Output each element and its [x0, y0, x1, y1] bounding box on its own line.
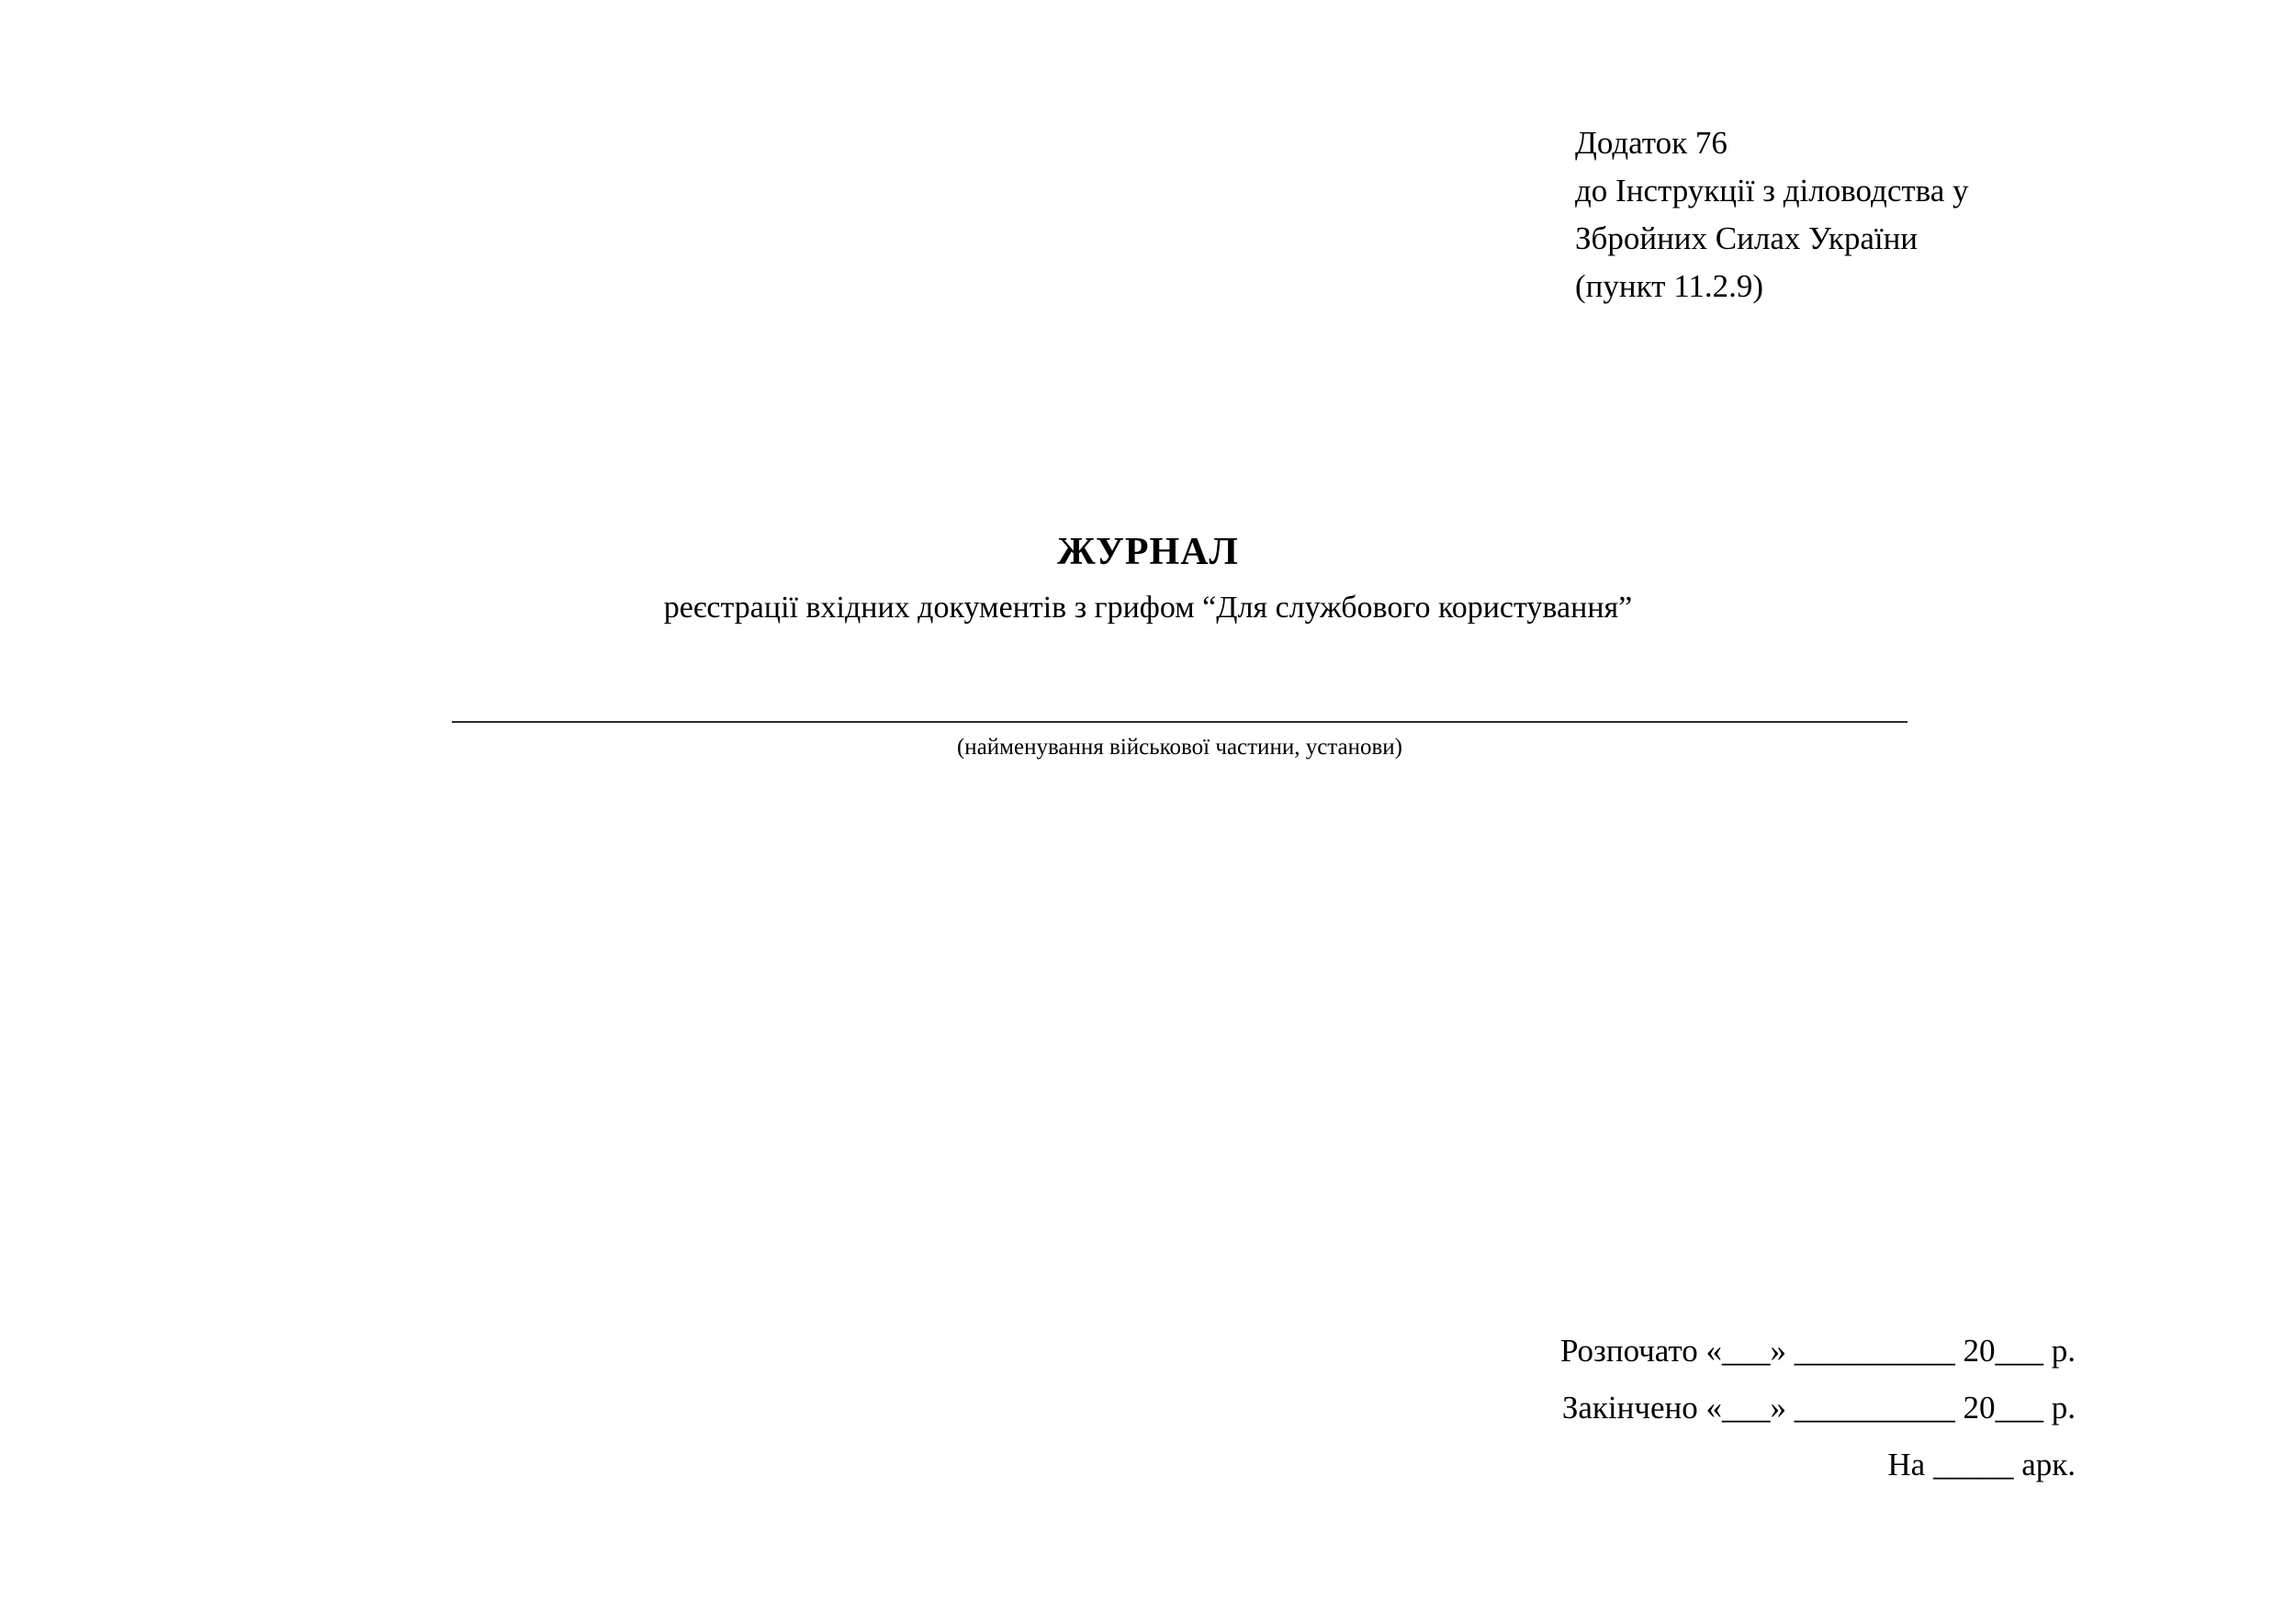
title-block	[0, 528, 2296, 629]
appendix-instruction-line-1: до Інструкції з діловодства у	[1575, 173, 1969, 209]
unit-name-caption: (найменування військової частини, установи)	[956, 735, 1403, 760]
unit-name-input[interactable]	[452, 721, 1908, 723]
page-subtitle: реєстрації вхідних документів з грифом “Для службового користування”	[663, 591, 1633, 625]
sheets-count-field[interactable]: На _____ арк.	[1887, 1447, 2076, 1482]
appendix-number: Додаток 76	[1575, 125, 1728, 161]
appendix-clause: (пункт 11.2.9)	[1575, 268, 1764, 304]
appendix-reference-block	[1575, 119, 2218, 310]
started-date-field[interactable]: Розпочато «___» __________ 20___ р.	[1559, 1333, 2076, 1369]
footer-dates-block	[1194, 1323, 2076, 1493]
page-title: ЖУРНАЛ	[1057, 531, 1239, 573]
finished-date-field[interactable]: Закінчено «___» __________ 20___ р.	[1561, 1390, 2076, 1426]
appendix-instruction-line-2: Збройних Силах України	[1575, 220, 1919, 256]
